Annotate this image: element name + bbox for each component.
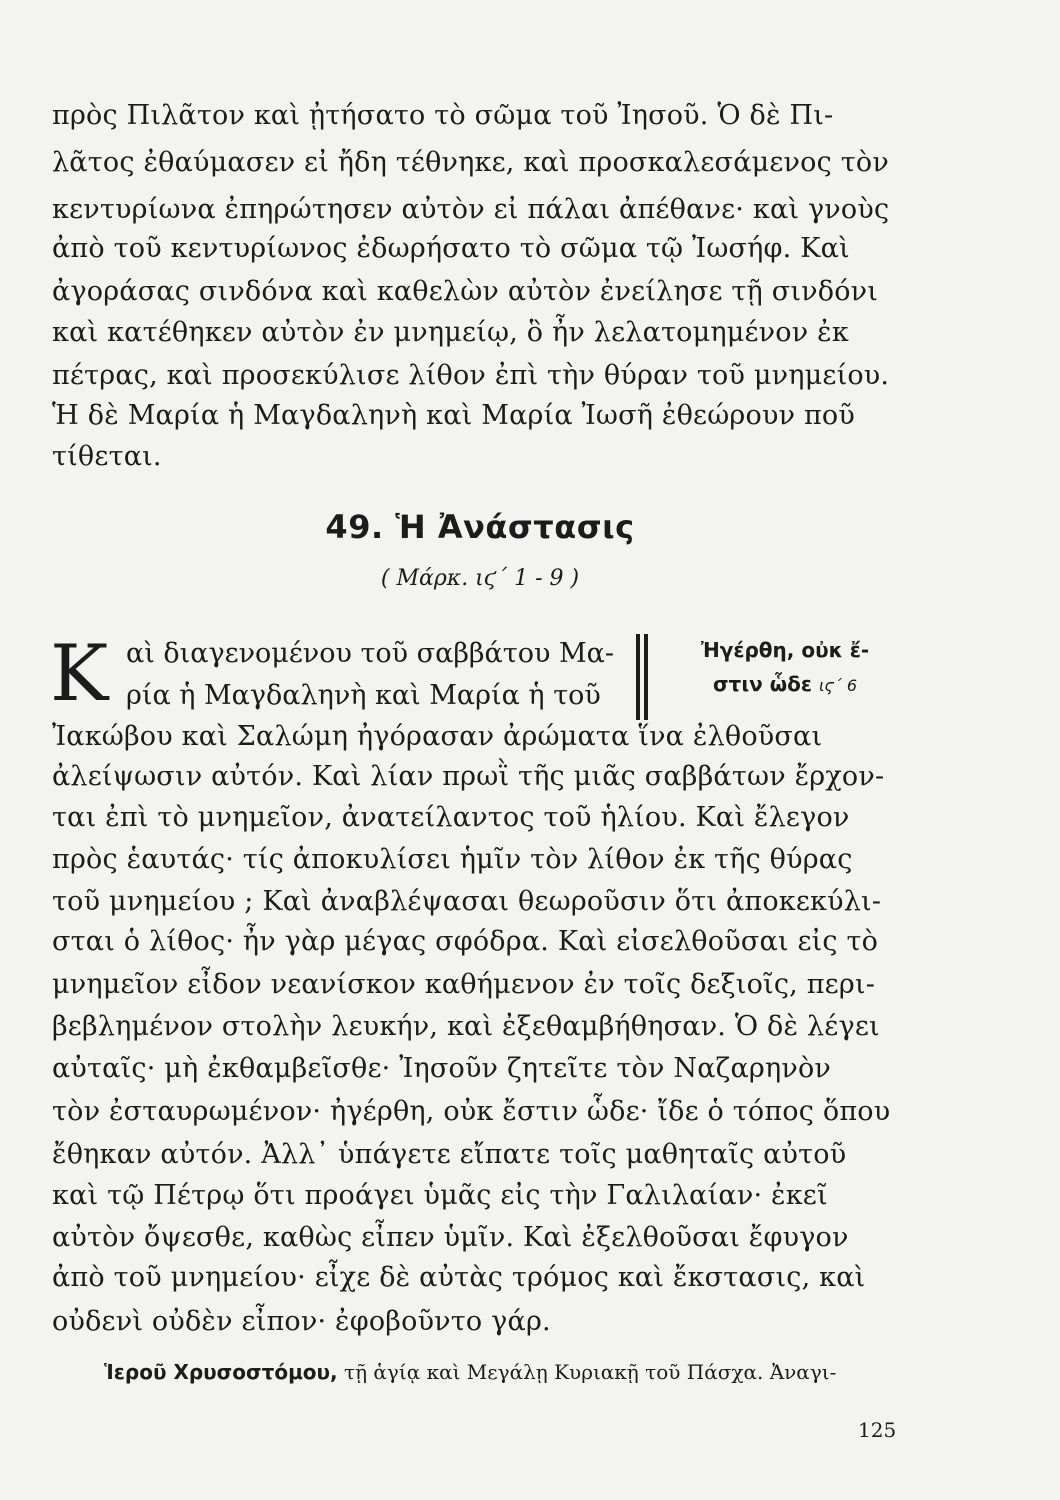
text-line: ἀπὸ τοῦ μνημείου· εἶχε δὲ αὐτὰς τρόμος καὶ ἔκστασις, καὶ [52, 1262, 866, 1293]
text-line: αὐτὸν ὄψεσθε, καθὼς εἶπεν ὑμῖν. Καὶ ἐξελθοῦσαι ἔφυγον [52, 1222, 849, 1253]
text-line: καὶ κατέθηκεν αὐτὸν ἐν μνημείῳ, ὃ ἦν λελατομημένον ἐκ [52, 317, 849, 348]
text-line: ἔθηκαν αὐτόν. Ἀλλ᾽ ὑπάγετε εἴπατε τοῖς μαθηταῖς αὐτοῦ [52, 1139, 847, 1170]
text-line: τοῦ μνημείου ; Καὶ ἀναβλέψασαι θεωροῦσιν ὅτι ἀποκεκύλι- [52, 886, 882, 917]
margin-note-text: στιν ὧδε [712, 672, 812, 696]
margin-note-verse: ιϛ΄ 6 [818, 676, 858, 695]
text-line: λᾶτος ἐθαύμασεν εἰ ἤδη τέθνηκε, καὶ προσκαλεσάμενος τὸν [52, 147, 889, 178]
text-line: μνημεῖον εἶδον νεανίσκον καθήμενον ἐν τοῖς δεξιοῖς, περι- [52, 969, 876, 1000]
margin-separator [644, 634, 648, 720]
footnote-text: τῇ ἁγίᾳ καὶ Μεγάλῃ Κυριακῇ τοῦ Πάσχα. Ἀναγι- [337, 1360, 837, 1384]
margin-note-line [665, 668, 905, 702]
text-line: πρὸς Πιλᾶτον καὶ ᾐτήσατο τὸ σῶμα τοῦ Ἰησοῦ. Ὁ δὲ Πι- [52, 100, 834, 131]
scripture-reference: ( Μάρκ. ιϛ΄ 1 - 9 ) [380, 566, 580, 591]
text-line: κεντυρίωνα ἐπηρώτησεν αὐτὸν εἰ πάλαι ἀπέθανε· καὶ γνοὺς [52, 194, 890, 225]
footnote [104, 1360, 836, 1384]
margin-separator [636, 634, 640, 720]
text-line: ρία ἡ Μαγδαληνὴ καὶ Μαρία ἡ τοῦ [126, 680, 601, 711]
text-line: καὶ τῷ Πέτρῳ ὅτι προάγει ὑμᾶς εἰς τὴν Γαλιλαίαν· ἐκεῖ [52, 1180, 828, 1211]
text-line: ται ἐπὶ τὸ μνημεῖον, ἀνατείλαντος τοῦ ἡλίου. Καὶ ἔλεγον [52, 802, 850, 833]
text-line: οὐδενὶ οὐδὲν εἶπον· ἐφοβοῦντο γάρ. [52, 1306, 551, 1337]
text-line: τὸν ἐσταυρωμένον· ἠγέρθη, οὐκ ἔστιν ὧδε· ἴδε ὁ τόπος ὅπου [52, 1096, 891, 1127]
footnote-author: Ἱεροῦ Χρυσοστόμου, [104, 1360, 338, 1384]
text-line: Ἡ δὲ Μαρία ἡ Μαγδαληνὴ καὶ Μαρία Ἰωσῆ ἐθεώρουν ποῦ [52, 400, 855, 431]
text-line: τίθεται. [52, 441, 162, 472]
text-line: ἀλείψωσιν αὐτόν. Καὶ λίαν πρωῒ τῆς μιᾶς σαββάτων ἔρχον- [52, 761, 885, 792]
text-line: πέτρας, καὶ προσεκύλισε λίθον ἐπὶ τὴν θύραν τοῦ μνημείου. [52, 360, 890, 391]
text-line: αὐταῖς· μὴ ἐκθαμβεῖσθε· Ἰησοῦν ζητεῖτε τὸν Ναζαρηνὸν [52, 1053, 832, 1084]
text-line: Ἰακώβου καὶ Σαλώμη ἠγόρασαν ἀρώματα ἵνα ἐλθοῦσαι [52, 721, 823, 752]
text-line: βεβλημένον στολὴν λευκήν, καὶ ἐξεθαμβήθησαν. Ὁ δὲ λέγει [52, 1011, 880, 1042]
text-line: σται ὁ λίθος· ἦν γὰρ μέγας σφόδρα. Καὶ εἰσελθοῦσαι εἰς τὸ [52, 926, 879, 957]
drop-cap: Κ [50, 629, 109, 719]
text-line: αὶ διαγενομένου τοῦ σαββάτου Μα- [126, 638, 614, 669]
text-line: ἀγοράσας σινδόνα καὶ καθελὼν αὐτὸν ἐνείλησε τῇ σινδόνι [52, 276, 879, 307]
text-line: ἀπὸ τοῦ κεντυρίωνος ἐδωρήσατο τὸ σῶμα τῷ Ἰωσήφ. Καὶ [52, 233, 850, 264]
margin-note-line: Ἠγέρθη, οὐκ ἔ- [700, 638, 870, 662]
section-title: 49. Ἡ Ἀνάστασις [325, 508, 635, 546]
page-number: 125 [858, 1418, 897, 1442]
text-line: πρὸς ἑαυτάς· τίς ἀποκυλίσει ἡμῖν τὸν λίθον ἐκ τῆς θύρας [52, 844, 853, 875]
